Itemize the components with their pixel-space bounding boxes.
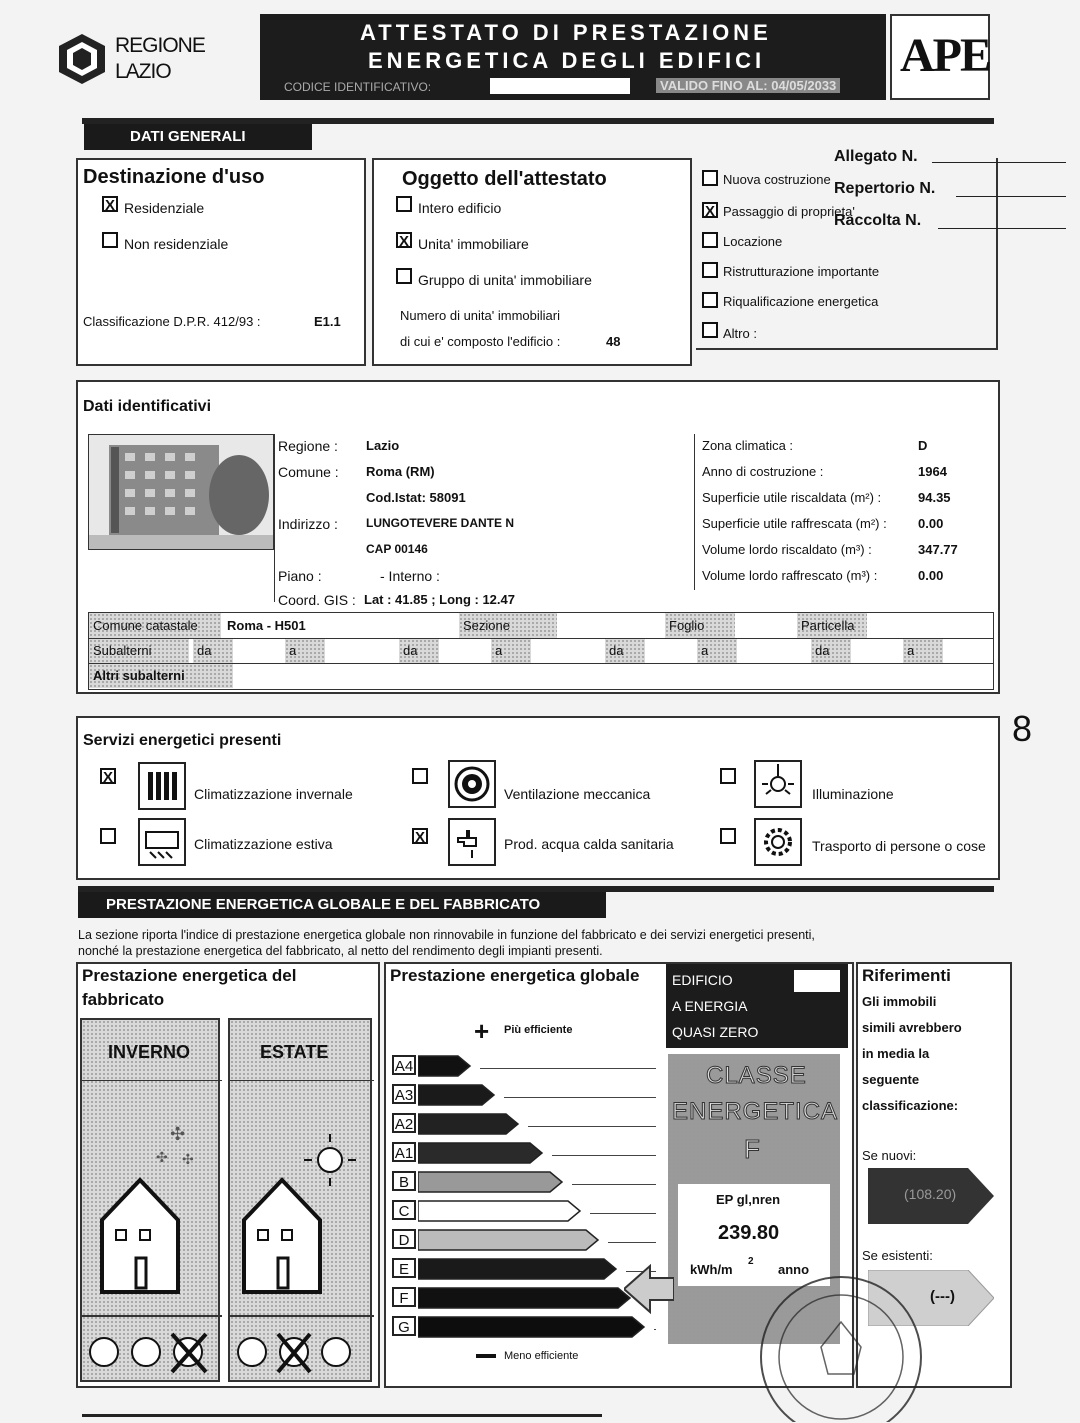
- inverno-label: INVERNO: [108, 1042, 191, 1062]
- catasto-grid: [88, 612, 994, 690]
- svg-text:✣: ✣: [170, 1124, 186, 1145]
- classificazione-label: Classificazione D.P.R. 412/93 :: [83, 314, 261, 329]
- estate-label: ESTATE: [260, 1042, 329, 1062]
- label-ristrutturazione: Ristrutturazione importante: [723, 264, 880, 279]
- class-label-g: G: [392, 1316, 416, 1336]
- class-guide-line: [572, 1184, 656, 1185]
- class-label-f: F: [392, 1287, 416, 1307]
- subalterni-label: Subalterni: [89, 639, 189, 663]
- comune-catastale-value: Roma - H501: [227, 618, 306, 633]
- classificazione-value: E1.1: [314, 314, 341, 329]
- indirizzo-label: Indirizzo :: [278, 516, 338, 532]
- sup-risc-value: 94.35: [918, 490, 951, 505]
- numero-unita-line1: Numero di unita' immobiliari: [400, 308, 560, 323]
- class-label-e: E: [392, 1258, 416, 1278]
- title-line-1: ATTESTATO DI PRESTAZIONE: [360, 20, 772, 45]
- svg-text:✣: ✣: [182, 1152, 194, 1168]
- region-name-2: LAZIO: [115, 60, 171, 83]
- stamp-repertorio-line: [956, 196, 1066, 197]
- stamp-raccolta: Raccolta N.: [834, 212, 922, 229]
- label-acqua-calda: Prod. acqua calda sanitaria: [504, 836, 674, 852]
- comune-value: Roma (RM): [366, 464, 435, 479]
- vol-raff-value: 0.00: [918, 568, 944, 583]
- altri-subalterni-label: Altri subalterni: [89, 664, 233, 688]
- label-gruppo-unita: Gruppo di unita' immobiliare: [418, 272, 592, 288]
- se-esistenti-value: (---): [930, 1288, 955, 1305]
- sub-da-3: da: [605, 639, 645, 663]
- label-intero-edificio: Intero edificio: [418, 200, 502, 216]
- class-arrow-a2: [418, 1112, 520, 1136]
- vol-risc-label: Volume lordo riscaldato (m³) :: [702, 542, 872, 557]
- nzeb-line-1: EDIFICIO: [672, 972, 733, 988]
- rif-line-5: classificazione:: [862, 1098, 959, 1113]
- current-class-pointer: [624, 1264, 674, 1314]
- label-riqualificazione: Riqualificazione energetica: [723, 294, 879, 309]
- sub-a-3: a: [697, 639, 737, 663]
- sezione-label: Sezione: [459, 613, 557, 638]
- region-emblem-icon: [55, 32, 109, 86]
- class-arrow-f: [418, 1286, 632, 1310]
- sup-raff-label: Superficie utile raffrescata (m²) :: [702, 516, 887, 531]
- fan-icon: [448, 760, 496, 808]
- classe-value: F: [744, 1134, 760, 1164]
- class-label-b: B: [392, 1171, 416, 1191]
- particella-label: Particella: [797, 613, 867, 638]
- prestazione-intro-2: nonché la prestazione energetica del fabbricato, al netto del rendimento degli impianti presenti.: [78, 944, 603, 958]
- svg-text:✣: ✣: [156, 1150, 168, 1166]
- class-arrow-b: [418, 1170, 564, 1194]
- nzeb-line-3: QUASI ZERO: [672, 1024, 759, 1040]
- zona-value: D: [918, 438, 928, 453]
- vol-raff-label: Volume lordo raffrescato (m³) :: [702, 568, 878, 583]
- se-nuovi-label: Se nuovi:: [862, 1148, 917, 1163]
- bottom-rule: [82, 1414, 602, 1417]
- region-logo: [55, 28, 255, 88]
- ident-divider-left: [274, 434, 275, 602]
- label-trasporto: Trasporto di persone o cose: [812, 838, 986, 854]
- sup-raff-value: 0.00: [918, 516, 944, 531]
- page-number: 8: [1012, 708, 1033, 749]
- ep-label: EP gl,nren: [716, 1192, 781, 1207]
- title-banner: [260, 14, 886, 100]
- class-arrow-d: [418, 1228, 600, 1252]
- class-scale: [386, 964, 666, 1386]
- riferimenti-title: Riferimenti: [862, 966, 951, 985]
- anno-label: Anno di costruzione :: [702, 464, 824, 479]
- oggetto-title: Oggetto dell'attestato: [402, 168, 607, 190]
- rif-line-4: seguente: [862, 1072, 920, 1087]
- label-nuova-costruzione: Nuova costruzione: [723, 172, 831, 187]
- numero-unita-line2: di cui e' composto l'edificio :: [400, 334, 561, 349]
- identificativi-title: Dati identificativi: [83, 398, 212, 415]
- checkbox-ristrutturazione[interactable]: [702, 262, 718, 278]
- rif-line-2: simili avrebbero: [862, 1020, 962, 1035]
- checkbox-riqualificazione[interactable]: [702, 292, 718, 308]
- class-arrow-a3: [418, 1083, 496, 1107]
- inverno-panel: [80, 1018, 220, 1382]
- air-conditioner-icon: [138, 818, 186, 866]
- nzeb-checkbox[interactable]: [794, 970, 840, 992]
- prestazione-intro-1: La sezione riporta l'indice di prestazione energetica globale non rinnovabile in funzione del fabbricato e dei servizi energetici presenti,: [78, 928, 815, 942]
- istat-value: Cod.Istat: 58091: [366, 490, 466, 505]
- servizi-box: [76, 716, 1000, 880]
- radiator-icon: [138, 762, 186, 810]
- meno-efficiente-label: Meno efficiente: [504, 1350, 579, 1362]
- anno-value: 1964: [918, 464, 947, 479]
- fabbricato-box: [76, 962, 380, 1388]
- class-guide-line: [552, 1155, 656, 1156]
- destinazione-box: [76, 158, 366, 366]
- label-clima-estiva: Climatizzazione estiva: [194, 836, 333, 852]
- title-line-2: ENERGETICA DEGLI EDIFICI: [368, 48, 766, 73]
- rif-line-1: Gli immobili: [862, 994, 937, 1009]
- faucet-icon: [448, 818, 496, 866]
- ep-unit-sup: 2: [748, 1256, 754, 1267]
- stamp-allegato-line: [932, 162, 1066, 163]
- region-name-1: REGIONE: [115, 34, 205, 57]
- label-passaggio-proprieta: Passaggio di proprieta': [723, 204, 855, 219]
- label-altro: Altro :: [723, 326, 757, 341]
- ep-unit-anno: anno: [778, 1262, 810, 1277]
- regione-label: Regione :: [278, 438, 338, 454]
- sub-da-4: da: [811, 639, 851, 663]
- stamp-allegato: Allegato N.: [834, 148, 918, 165]
- notary-seal-stamp: [746, 1262, 936, 1422]
- class-label-a3: A3: [392, 1084, 416, 1104]
- checkbox-gruppo-unita[interactable]: [396, 268, 412, 284]
- code-redacted: [490, 78, 630, 94]
- stamp-repertorio: Repertorio N.: [834, 180, 936, 197]
- identificativi-box: [76, 380, 1000, 694]
- zona-label: Zona climatica :: [702, 438, 794, 453]
- checkbox-passaggio-proprieta[interactable]: X: [702, 202, 718, 218]
- valid-until: VALIDO FINO AL: 04/05/2033: [656, 78, 840, 93]
- ep-unit: kWh/m: [690, 1262, 733, 1277]
- regione-value: Lazio: [366, 438, 400, 453]
- fabbricato-title-2: fabbricato: [82, 990, 165, 1009]
- class-label-c: C: [392, 1200, 416, 1220]
- fabbricato-title-1: Prestazione energetica del: [82, 966, 297, 985]
- class-arrow-e: [418, 1257, 618, 1281]
- indirizzo-value: LUNGOTEVERE DANTE N: [366, 516, 515, 530]
- servizi-title: Servizi energetici presenti: [83, 732, 282, 749]
- gis-value: Lat : 41.85 ; Long : 12.47: [364, 592, 515, 607]
- sub-a-4: a: [903, 639, 943, 663]
- dati-generali-header: DATI GENERALI: [84, 124, 312, 150]
- label-locazione: Locazione: [723, 234, 783, 249]
- globale-title: Prestazione energetica globale: [390, 966, 640, 985]
- ep-value: 239.80: [718, 1222, 780, 1244]
- classe-label-1: CLASSE: [706, 1062, 807, 1089]
- class-arrow-a4: [418, 1054, 472, 1078]
- checkbox-non-residenziale[interactable]: [102, 232, 118, 248]
- ident-divider-right: [694, 434, 695, 590]
- comune-label: Comune :: [278, 464, 339, 480]
- estate-panel: [228, 1018, 372, 1382]
- checkbox-acqua-calda[interactable]: X: [412, 828, 428, 844]
- checkbox-ventilazione[interactable]: [412, 768, 428, 784]
- interno-label: - Interno :: [380, 568, 440, 584]
- sub-da-2: da: [399, 639, 439, 663]
- vol-risc-value: 347.77: [918, 542, 958, 557]
- class-label-a1: A1: [392, 1142, 416, 1162]
- se-nuovi-value: (108.20): [904, 1186, 957, 1202]
- minus-icon: [476, 1354, 496, 1358]
- oggetto-box: [372, 158, 692, 366]
- checkbox-clima-estiva[interactable]: [100, 828, 116, 844]
- label-non-residenziale: Non residenziale: [124, 236, 229, 252]
- house-summer-icon: [230, 1080, 374, 1380]
- classe-label-2: ENERGETICA: [672, 1098, 839, 1125]
- checkbox-altro[interactable]: [702, 322, 718, 338]
- stamp-raccolta-line: [938, 228, 1066, 229]
- sub-a-1: a: [285, 639, 325, 663]
- class-guide-line: [528, 1126, 656, 1127]
- cap-value: CAP 00146: [366, 542, 428, 556]
- checkbox-residenziale[interactable]: X: [102, 196, 118, 212]
- sup-risc-label: Superficie utile riscaldata (m²) :: [702, 490, 882, 505]
- house-winter-icon: [82, 1080, 222, 1380]
- class-arrow-c: [418, 1199, 582, 1223]
- sub-da-1: da: [193, 639, 233, 663]
- nzeb-box: [666, 964, 848, 1048]
- checkbox-intero-edificio[interactable]: [396, 196, 412, 212]
- label-residenziale: Residenziale: [124, 200, 205, 216]
- label-ventilazione: Ventilazione meccanica: [504, 786, 651, 802]
- checkbox-illuminazione[interactable]: [720, 768, 736, 784]
- rif-line-3: in media la: [862, 1046, 930, 1061]
- gear-icon: [754, 818, 802, 866]
- checkbox-nuova-costruzione[interactable]: [702, 170, 718, 186]
- label-unita-immobiliare: Unita' immobiliare: [418, 236, 529, 252]
- lightbulb-icon: [754, 760, 802, 808]
- label-clima-invernale: Climatizzazione invernale: [194, 786, 353, 802]
- se-esistenti-label: Se esistenti:: [862, 1248, 933, 1263]
- checkbox-clima-invernale[interactable]: X: [100, 768, 116, 784]
- piano-label: Piano :: [278, 568, 322, 584]
- class-guide-line: [608, 1242, 656, 1243]
- piu-efficiente-label: Più efficiente: [504, 1024, 573, 1036]
- class-guide-line: [590, 1213, 656, 1214]
- class-label-a2: A2: [392, 1113, 416, 1133]
- checkbox-locazione[interactable]: [702, 232, 718, 248]
- class-guide-line: [480, 1068, 656, 1069]
- prestazione-header: PRESTAZIONE ENERGETICA GLOBALE E DEL FABBRICATO: [78, 892, 606, 918]
- class-guide-line: [504, 1097, 656, 1098]
- checkbox-unita-immobiliare[interactable]: X: [396, 232, 412, 248]
- label-illuminazione: Illuminazione: [812, 786, 894, 802]
- class-arrow-a1: [418, 1141, 544, 1165]
- foglio-label: Foglio: [665, 613, 735, 638]
- numero-unita-value: 48: [606, 334, 621, 349]
- nzeb-line-2: A ENERGIA: [672, 998, 748, 1014]
- sub-a-2: a: [491, 639, 531, 663]
- building-photo: [88, 434, 274, 550]
- comune-catastale-label: Comune catastale: [89, 613, 221, 638]
- class-label-d: D: [392, 1229, 416, 1249]
- class-guide-line: [654, 1329, 656, 1330]
- destinazione-title: Destinazione d'uso: [83, 166, 265, 188]
- plus-icon: +: [474, 1016, 490, 1046]
- code-label: CODICE IDENTIFICATIVO:: [284, 80, 432, 94]
- checkbox-trasporto[interactable]: [720, 828, 736, 844]
- class-label-a4: A4: [392, 1055, 416, 1075]
- gis-label: Coord. GIS :: [278, 592, 356, 608]
- ape-logo: APE: [890, 14, 990, 100]
- class-arrow-g: [418, 1315, 646, 1339]
